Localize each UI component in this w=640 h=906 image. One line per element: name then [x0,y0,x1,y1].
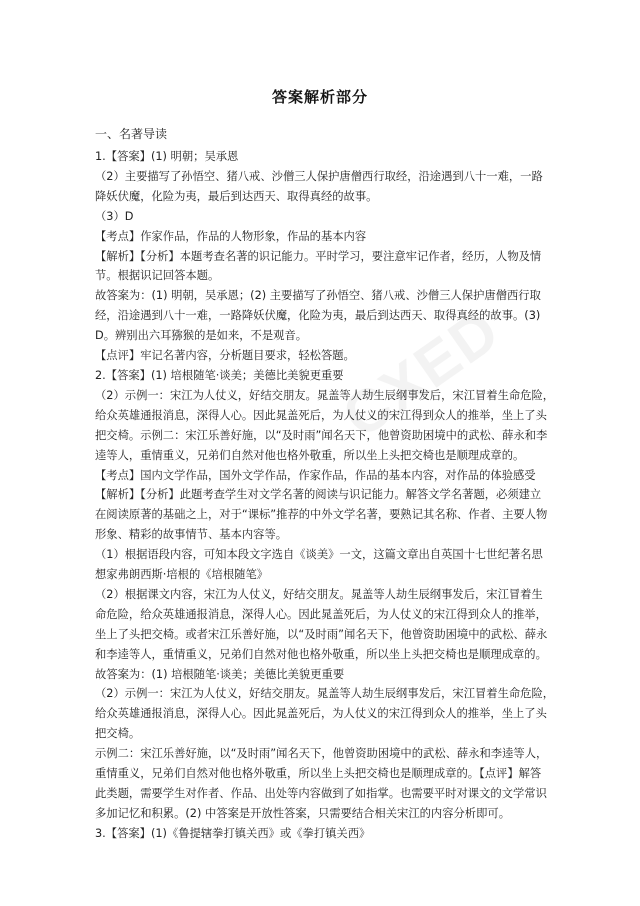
text-line: （3）D [95,209,134,223]
page-title: 答案解析部分 [271,88,368,106]
text-line: 2.【答案】(1) 培根随笔·谈美；美德比美貌更重要 [95,368,344,382]
text-line: 【考点】作家作品，作品的人物形象，作品的基本内容 [95,229,367,243]
text-line: D。辨别出六耳猕猴的是如来，不是观音。 [95,329,308,343]
text-line: 把交椅。 [95,727,141,741]
answer-body [95,147,555,844]
text-line: 逵等人，重情重义，兄弟们自然对他也格外敬重，所以坐上头把交椅也是顺理成章的。 [95,448,525,462]
text-line: 给众英雄通报消息，深得人心。因此晁盖死后，为人仗义的宋江得到众人的推举，坐上了头 [95,707,547,721]
text-line: 把交椅。示例二：宋江乐善好施，以“及时雨”闻名天下，他曾资助困境中的武松、薛永和李 [95,428,548,442]
section-heading: 一、名著导读 [95,127,168,141]
text-line: 重情重义，兄弟们自然对他也格外敬重，所以坐上头把交椅也是顺理成章的。【点评】解答 [95,767,542,781]
text-line: 多加记忆和积累。(2) 中答案是开放性答案，只需要结合相关宋江的内容分析即可。 [95,806,510,820]
text-line: （2）示例一：宋江为人仗义，好结交朋友。晁盖等人劫生辰纲事发后，宋江冒着生命危险， [95,687,555,701]
text-line: 示例二：宋江乐善好施，以“及时雨”闻名天下，他曾资助困境中的武松、薛永和李逵等人， [95,747,548,761]
text-line: 【解析】【分析】本题考查名著的识记能力。平时学习，要注意牢记作者，经历，人物及情 [95,249,542,263]
text-line: （2）根据课文内容，宋江为人仗义，好结交朋友。晁盖等人劫生辰纲事发后，宋江冒着生 [95,587,543,601]
text-line: 降妖伏魔，化险为夷，最后到达西天、取得真经的故事。 [95,189,378,203]
text-line: 坐上了头把交椅。或者宋江乐善好施，以“及时雨”闻名天下，他曾资助困境中的武松、薛永 [95,627,548,641]
text-line: 【解析】【分析】此题考查学生对文学名著的阅读与识记能力。解答文学名著题，必须建立 [95,488,542,502]
text-line: 形象、精彩的故事情节、基本内容等。 [95,528,288,542]
text-line: 经，沿途遇到八十一难，一路降妖伏魔，化险为夷，最后到达西天、取得真经的故事。(3) [95,309,541,323]
text-line: 【点评】牢记名著内容，分析题目要求，轻松答题。 [95,349,355,363]
text-line: 故答案为：(1) 培根随笔·谈美；美德比美貌更重要 [95,667,345,681]
text-line: 命危险，给众英雄通报消息，深得人心。因此晁盖死后，为人仗义的宋江得到众人的推举， [95,607,547,621]
text-line: 1.【答案】(1) 明朝；吴承恩 [95,150,239,163]
text-line: （1）根据语段内容，可知本段文字选自《谈美》一文，这篇文章出自英国十七世纪著名思 [95,548,543,562]
text-line: 故答案为：(1) 明朝，吴承恩；(2) 主要描写了孙悟空、猪八戒、沙僧三人保护唐僧西行取 [95,289,541,303]
text-line: 3.【答案】(1)《鲁提辖拳打镇关西》或《拳打镇关西》 [95,826,371,840]
text-line: 给众英雄通报消息，深得人心。因此晁盖死后，为人仗义的宋江得到众人的推举，坐上了头 [95,408,547,422]
text-line: （2）示例一：宋江为人仗义，好结交朋友。晁盖等人劫生辰纲事发后，宋江冒着生命危险， [95,388,555,402]
text-line: 【考点】国内文学作品，国外文学作品，作家作品，作品的基本内容，对作品的体验感受 [95,468,536,482]
text-line: （2）主要描写了孙悟空、猪八戒、沙僧三人保护唐僧西行取经，沿途遇到八十一难，一路 [95,169,543,183]
text-line: 想家弗朗西斯·培根的《培根随笔》 [95,568,269,582]
text-line: 节。根据识记回答本题。 [95,269,220,283]
text-line: 此类题，需要学生对作者、作品、出处等内容做到了如指掌。也需要平时对课文的文学常识 [95,787,547,800]
text-line: 和李逵等人，重情重义，兄弟们自然对他也格外敬重，所以坐上头把交椅也是顺理成章的。 [95,647,547,661]
text-line: 在阅读原著的基础之上，对于“课标”推荐的中外文学名著，要熟记其名称、作者、主要人物 [95,508,548,522]
